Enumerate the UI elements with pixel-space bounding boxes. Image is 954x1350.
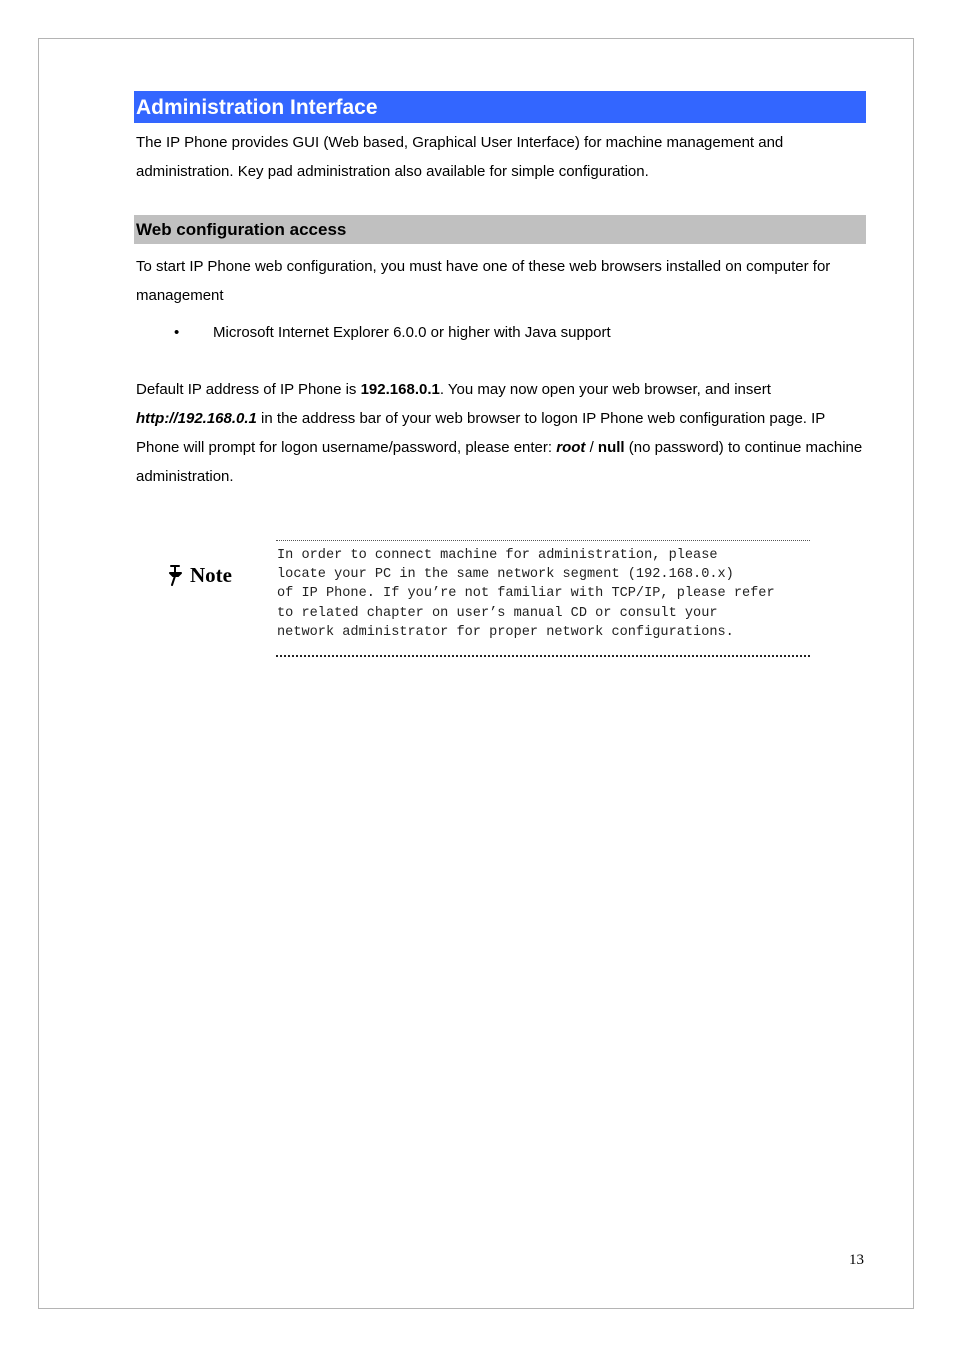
config-url: http://192.168.0.1 xyxy=(136,410,257,427)
default-ip-address: 192.168.0.1 xyxy=(360,381,440,398)
section-heading-bar xyxy=(134,91,866,123)
subsection-intro: To start IP Phone web configuration, you must have one of these web browsers installed on computer for management xyxy=(136,258,831,304)
note-line: In order to connect machine for administration, please xyxy=(277,548,718,563)
pushpin-icon xyxy=(168,564,184,586)
logon-password: null xyxy=(597,439,625,456)
logon-username: root xyxy=(556,439,586,456)
access-text-1: Default IP address of IP Phone is xyxy=(136,381,361,398)
note-line: to related chapter on user’s manual CD or consult your xyxy=(277,605,718,621)
bullet-text: Microsoft Internet Explorer 6.0.0 or higher with Java support xyxy=(213,324,611,341)
access-paragraph xyxy=(136,375,866,491)
note-line: network administrator for proper network configurations. xyxy=(277,624,734,640)
access-text-2: . You may now open your web browser, and insert xyxy=(439,381,771,398)
note-line: locate your PC in the same network segment (192.168.0.x) xyxy=(277,567,734,583)
note-label xyxy=(168,560,232,590)
note-text xyxy=(277,546,817,642)
section-intro: The IP Phone provides GUI (Web based, Graphical User Interface) for machine management and administration. Key pad administration also available for simple configuration. xyxy=(136,134,784,180)
bullet-icon: • xyxy=(174,324,180,341)
subsection-heading-bar xyxy=(134,215,866,244)
page-number: 13 xyxy=(849,1252,864,1268)
access-text-4: / xyxy=(585,439,598,456)
access-text-5: (no password) to continue machine administration. xyxy=(136,439,863,485)
note-line: of IP Phone. If you’re not familiar with TCP/IP, please refer xyxy=(277,586,775,602)
subsection-title: Web configuration access xyxy=(136,220,347,239)
access-text-3: in the address bar of your web browser to logon IP Phone web configuration page. IP Phone will prompt for logon username/password, please enter: xyxy=(136,410,826,456)
note-label-text: Note xyxy=(190,563,232,587)
section-title: Administration Interface xyxy=(136,96,378,119)
